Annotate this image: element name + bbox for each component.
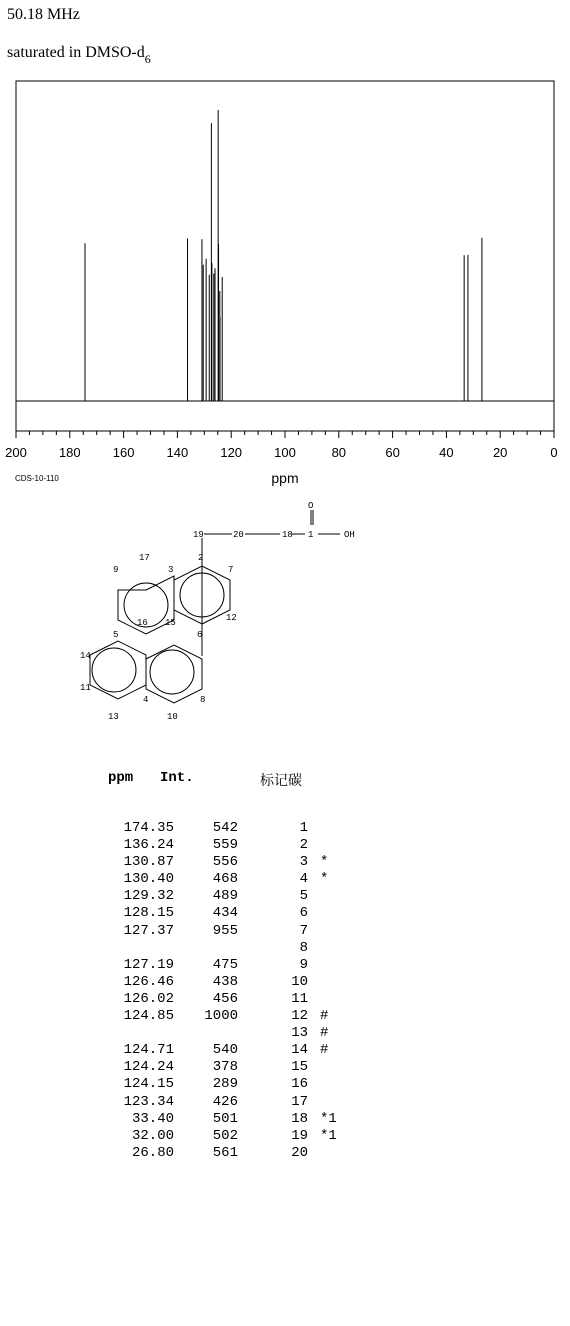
peak-table (108, 820, 408, 1162)
peak-intensity: 456 (212, 990, 238, 1007)
peak-ppm: 129.32 (123, 888, 174, 905)
carbon-number: 14 (291, 1042, 308, 1059)
atom-label-19: 19 (193, 530, 204, 540)
x-tick-label: 40 (439, 445, 454, 460)
header-intensity: Int. (160, 770, 194, 786)
table-row (108, 1042, 408, 1059)
atom-label-6: 6 (197, 630, 203, 640)
assignment-mark: * (320, 871, 329, 888)
table-row (108, 1025, 408, 1042)
atom-label-2: 2 (198, 553, 204, 563)
peak-ppm: 124.15 (123, 1076, 174, 1093)
atom-label-O: O (308, 501, 314, 511)
x-tick-label: 100 (274, 445, 296, 460)
carbon-number: 9 (299, 956, 308, 973)
peak-intensity: 438 (212, 973, 238, 990)
table-row (108, 820, 408, 837)
peak-intensity: 556 (212, 854, 238, 871)
table-row (108, 957, 408, 974)
carbon-number: 1 (299, 820, 308, 836)
peak-intensity: 559 (212, 837, 238, 854)
atom-label-14: 14 (80, 651, 91, 661)
peak-intensity: 561 (212, 1144, 238, 1161)
table-row (108, 974, 408, 991)
peak-ppm: 123.34 (123, 1093, 174, 1110)
plot-frame (16, 81, 554, 431)
carbon-number: 19 (291, 1127, 308, 1144)
assignment-mark: # (320, 1042, 329, 1059)
carbon-number: 6 (299, 905, 308, 922)
table-row (108, 991, 408, 1008)
assignment-mark: *1 (320, 1110, 337, 1127)
peak-ppm: 127.19 (123, 956, 174, 973)
peak-ppm: 128.15 (123, 905, 174, 922)
peak-ppm: 32.00 (131, 1127, 174, 1144)
peak-intensity: 501 (212, 1110, 238, 1127)
table-row (108, 905, 408, 922)
carbon-number: 4 (299, 871, 308, 888)
table-row (108, 888, 408, 905)
carbon-number: 16 (291, 1076, 308, 1093)
x-tick-label: 160 (112, 445, 135, 460)
x-tick-label: 200 (5, 445, 27, 460)
x-tick-label: 20 (492, 445, 508, 460)
carbon-number: 11 (291, 990, 308, 1007)
peak-ppm: 130.40 (123, 871, 174, 888)
atom-label-7: 7 (228, 565, 234, 575)
header-ppm: ppm (108, 770, 134, 786)
carbon-number: 17 (291, 1093, 308, 1110)
peak-intensity: 489 (212, 888, 238, 905)
carbon-number: 12 (291, 1008, 308, 1025)
atom-label-17: 17 (139, 553, 150, 563)
table-row (108, 923, 408, 940)
carbon-number: 7 (299, 922, 308, 939)
assignment-mark: # (320, 1008, 329, 1025)
peak-ppm: 126.46 (123, 973, 174, 990)
atom-label-9: 9 (113, 565, 119, 575)
solvent-subscript: 6 (144, 52, 151, 66)
table-row (108, 1128, 408, 1145)
atom-label-16: 16 (137, 618, 148, 628)
atom-label-3: 3 (168, 565, 174, 575)
peak-intensity: 542 (212, 820, 238, 836)
peak-ppm: 124.71 (123, 1042, 174, 1059)
atom-label-11: 11 (80, 683, 91, 693)
peak-intensity: 1000 (204, 1008, 238, 1025)
table-row (108, 1008, 408, 1025)
atom-label-5: 5 (113, 630, 119, 640)
table-row (108, 854, 408, 871)
peak-intensity: 289 (212, 1076, 238, 1093)
x-axis-label: ppm (271, 470, 299, 486)
assignment-mark: * (320, 854, 329, 871)
assignment-mark: # (320, 1025, 329, 1042)
carbon-number: 10 (291, 973, 308, 990)
table-row (108, 1111, 408, 1128)
x-tick-label: 140 (166, 445, 189, 460)
peak-ppm: 33.40 (131, 1110, 174, 1127)
solvent-text: saturated in DMSO-d (7, 44, 145, 61)
x-tick-label: 0 (550, 445, 558, 460)
peak-ppm: 127.37 (123, 922, 174, 939)
table-row (108, 1076, 408, 1093)
atom-label-8: 8 (200, 695, 206, 705)
peak-ppm: 130.87 (123, 854, 174, 871)
spectrometer-frequency: 50.18 MHz (7, 6, 80, 23)
peak-lines (85, 110, 482, 401)
carbon-number: 3 (299, 854, 308, 871)
atom-label-15: 15 (165, 618, 176, 628)
table-row (108, 1145, 408, 1162)
x-tick-label: 180 (58, 445, 81, 460)
atom-label-13: 13 (108, 712, 119, 722)
carbon-number: 15 (291, 1059, 308, 1076)
peak-intensity: 378 (212, 1059, 238, 1076)
peak-ppm: 26.80 (131, 1144, 174, 1161)
peak-ppm: 126.02 (123, 990, 174, 1007)
carbon-number: 8 (299, 939, 308, 956)
atom-label-20: 20 (233, 530, 244, 540)
spectrum-code: CDS-10-110 (15, 474, 59, 483)
carbon-number: 2 (299, 837, 308, 854)
table-row (108, 871, 408, 888)
assignment-mark: *1 (320, 1127, 337, 1144)
peak-ppm: 174.35 (123, 820, 174, 836)
header-carbon: 标记碳 (260, 773, 302, 789)
carbon-number: 18 (291, 1110, 308, 1127)
carbon-number: 13 (291, 1025, 308, 1042)
atom-label-10: 10 (167, 712, 178, 722)
table-row (108, 837, 408, 854)
atom-label-12: 12 (226, 613, 237, 623)
peak-intensity: 540 (212, 1042, 238, 1059)
chemical-structure (0, 501, 570, 760)
nmr-spectrum-chart (0, 0, 570, 500)
atom-label-18: 18 (282, 530, 293, 540)
peak-ppm: 136.24 (123, 837, 174, 854)
peak-intensity: 955 (212, 922, 238, 939)
carbon-number: 20 (291, 1144, 308, 1161)
atom-label-1: 1 (308, 530, 314, 540)
peak-intensity: 468 (212, 871, 238, 888)
atom-label-OH: OH (344, 530, 355, 540)
table-row (108, 1094, 408, 1111)
peak-ppm: 124.85 (123, 1008, 174, 1025)
peak-intensity: 426 (212, 1093, 238, 1110)
x-tick-label: 80 (331, 445, 347, 460)
peak-intensity: 475 (212, 956, 238, 973)
x-axis-ticks (5, 431, 557, 460)
table-row (108, 1059, 408, 1076)
table-row (108, 940, 408, 957)
carbon-number: 5 (299, 888, 308, 905)
peak-ppm: 124.24 (123, 1059, 174, 1076)
peak-intensity: 434 (212, 905, 238, 922)
x-tick-label: 60 (385, 445, 400, 460)
peak-intensity: 502 (212, 1127, 238, 1144)
atom-label-4: 4 (143, 695, 149, 705)
x-tick-label: 120 (220, 445, 243, 460)
